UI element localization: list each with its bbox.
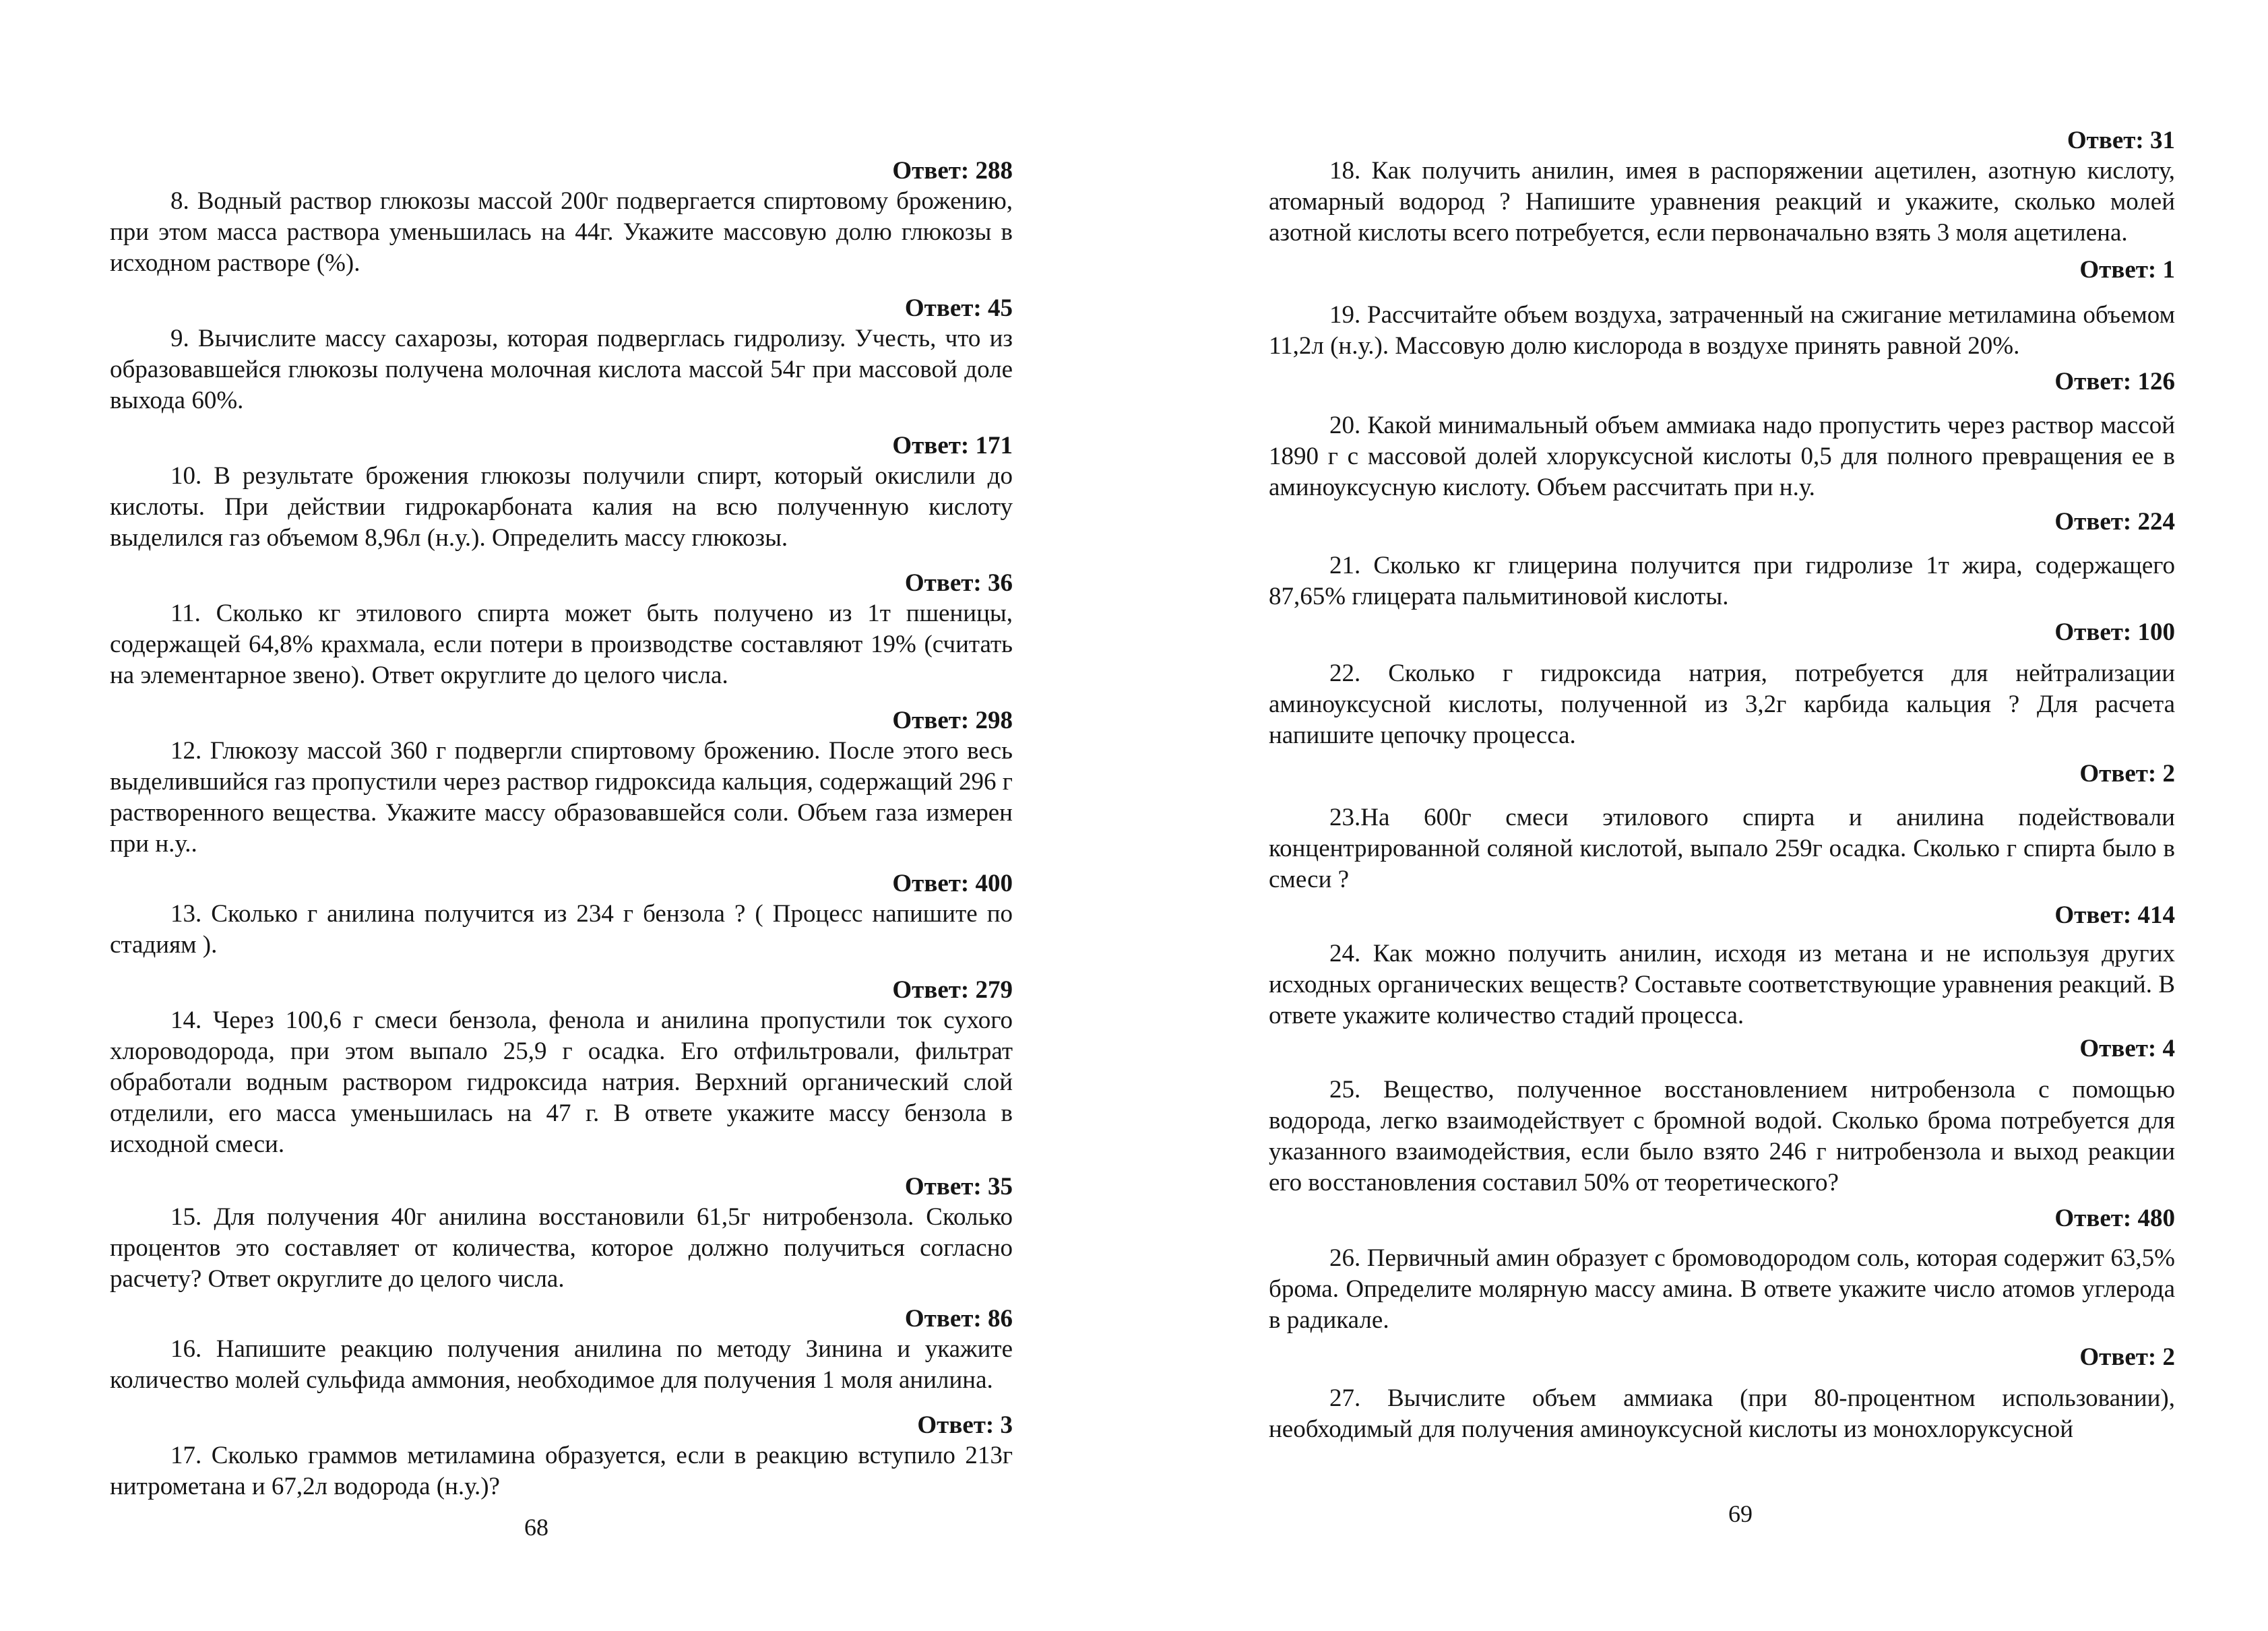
answer-label: Ответ: 3	[917, 1411, 1013, 1439]
answer-label: Ответ: 36	[904, 569, 1013, 597]
problem-text: 13. Сколько г анилина получится из 234 г бензола ? ( Процесс напишите по стадиям ).	[110, 900, 1013, 959]
problem-text: 10. В результате брожения глюкозы получили спирт, который окислили до кислоты. При действии гидрокарбоната калия на всю полученную кислоту выделился газ объемом 8,96л (н.у.). Определить массу глюкозы.	[110, 462, 1013, 552]
problem-text: 12. Глюкозу массой 360 г подвергли спиртовому брожению. После этого весь выделившийся газ пропустили через раствор гидроксида кальция, содержащий 296 г растворенного вещества. Укажите массу образовавшейся соли. Объем газа измерен при н.у..	[110, 737, 1013, 858]
problem-text: 21. Сколько кг глицерина получится при гидролизе 1т жира, содержащего 87,65% глицерата пальмитиновой кислоты.	[1269, 552, 2175, 610]
answer-label: Ответ: 400	[892, 870, 1013, 897]
problem-text: 22. Сколько г гидроксида натрия, потребуется для нейтрализации аминоуксусной кислоты, полученной из 3,2г карбида кальция ? Для расчета напишите цепочку процесса.	[1269, 660, 2175, 749]
answer-label: Ответ: 414	[2054, 901, 2175, 929]
problem-text: 9. Вычислите массу сахарозы, которая подверглась гидролизу. Учесть, что из образовавшейся глюкозы получена молочная кислота массой 54г при массовой доле выхода 60%.	[110, 325, 1013, 414]
problem-text: 18. Как получить анилин, имея в распоряжении ацетилен, азотную кислоту, атомарный водород ? Напишите уравнения реакций и укажите, сколько молей азотной кислоты всего потребуется, если первоначально взять 3 моля ацетилена.	[1269, 157, 2175, 247]
problem-text: 16. Напишите реакцию получения анилина по методу Зинина и укажите количество молей сульфида аммония, необходимое для получения 1 моля анилина.	[110, 1335, 1013, 1394]
problem-text: 20. Какой минимальный объем аммиака надо пропустить через раствор массой 1890 г с массовой долей хлоруксусной кислоты 0,5 для полного превращения ее в аминоуксусную кислоту. Объем рассчитать при н.у.	[1269, 412, 2175, 501]
answer-label: Ответ: 35	[904, 1173, 1013, 1201]
answer-label: Ответ: 2	[2079, 760, 2175, 788]
answer-label: Ответ: 288	[892, 157, 1013, 185]
right-page-content	[1269, 126, 2175, 1445]
answer-label: Ответ: 171	[892, 432, 1013, 459]
problem-text: 14. Через 100,6 г смеси бензола, фенола и анилина пропустили ток сухого хлороводорода, при этом выпало 25,9 г осадка. Его отфильтровали, фильтрат обработали водным раствором гидроксида натрия. Верхний органический слой отделили, его масса уменьшилась на 47 г. В ответе укажите массу бензола в исходной смеси.	[110, 1006, 1013, 1158]
problem-text: 26. Первичный амин образует с бромоводородом соль, которая содержит 63,5% брома. Определите молярную массу амина. В ответе укажите число атомов углерода в радикале.	[1269, 1244, 2175, 1334]
answer-label: Ответ: 224	[2054, 508, 2175, 536]
problem-text: 27. Вычислите объем аммиака (при 80-процентном использовании), необходимый для получения аминоуксусной кислоты из монохлоруксусной	[1269, 1384, 2175, 1443]
problem-text: 23.На 600г смеси этилового спирта и анилина подействовали концентрированной соляной кислотой, выпало 259г осадка. Сколько г спирта было в смеси ?	[1269, 804, 2175, 893]
problem-text: 24. Как можно получить анилин, исходя из метана и не используя других исходных органических веществ? Составьте соответствующие уравнения реакций. В ответе укажите количество стадий процесса.	[1269, 940, 2175, 1029]
problem-text: 11. Сколько кг этилового спирта может быть получено из 1т пшеницы, содержащей 64,8% крахмала, если потери в производстве составляют 19% (считать на элементарное звено). Ответ округлите до целого числа.	[110, 600, 1013, 689]
right-page	[1134, 0, 2268, 1631]
answer-label: Ответ: 86	[904, 1305, 1013, 1333]
left-page-content	[110, 156, 1013, 1502]
answer-label: Ответ: 480	[2054, 1205, 2175, 1232]
answer-label: Ответ: 100	[2054, 618, 2175, 646]
answer-label: Ответ: 31	[2067, 127, 2175, 154]
problem-text: 15. Для получения 40г анилина восстановили 61,5г нитробензола. Сколько процентов это составляет от количества, которое должно получиться согласно расчету? Ответ округлите до целого числа.	[110, 1203, 1013, 1293]
answer-label: Ответ: 1	[2079, 256, 2175, 284]
problem-text: 25. Вещество, полученное восстановлением нитробензола с помощью водорода, легко взаимодействует с бромной водой. Сколько брома потребуется для указанного взаимодействия, если было взято 246 г нитробензола и выход реакции его восстановления составил 50% от теоретического?	[1269, 1076, 2175, 1196]
answer-label: Ответ: 298	[892, 707, 1013, 734]
answer-label: Ответ: 279	[892, 976, 1013, 1004]
problem-text: 8. Водный раствор глюкозы массой 200г подвергается спиртовому брожению, при этом масса раствора уменьшилась на 44г. Укажите массовую долю глюкозы в исходном растворе (%).	[110, 187, 1013, 277]
answer-label: Ответ: 2	[2079, 1343, 2175, 1371]
answer-label: Ответ: 4	[2079, 1035, 2175, 1062]
page-number: 69	[1728, 1500, 1753, 1527]
problem-text: 17. Сколько граммов метиламина образуется, если в реакцию вступило 213г нитрометана и 67,2л водорода (н.у.)?	[110, 1442, 1013, 1500]
answer-label: Ответ: 126	[2054, 368, 2175, 395]
problem-text: 19. Рассчитайте объем воздуха, затраченный на сжигание метиламина объемом 11,2л (н.у.). Массовую долю кислорода в воздухе принять равной 20%.	[1269, 301, 2175, 360]
page-number: 68	[524, 1514, 548, 1541]
answer-label: Ответ: 45	[904, 294, 1013, 322]
